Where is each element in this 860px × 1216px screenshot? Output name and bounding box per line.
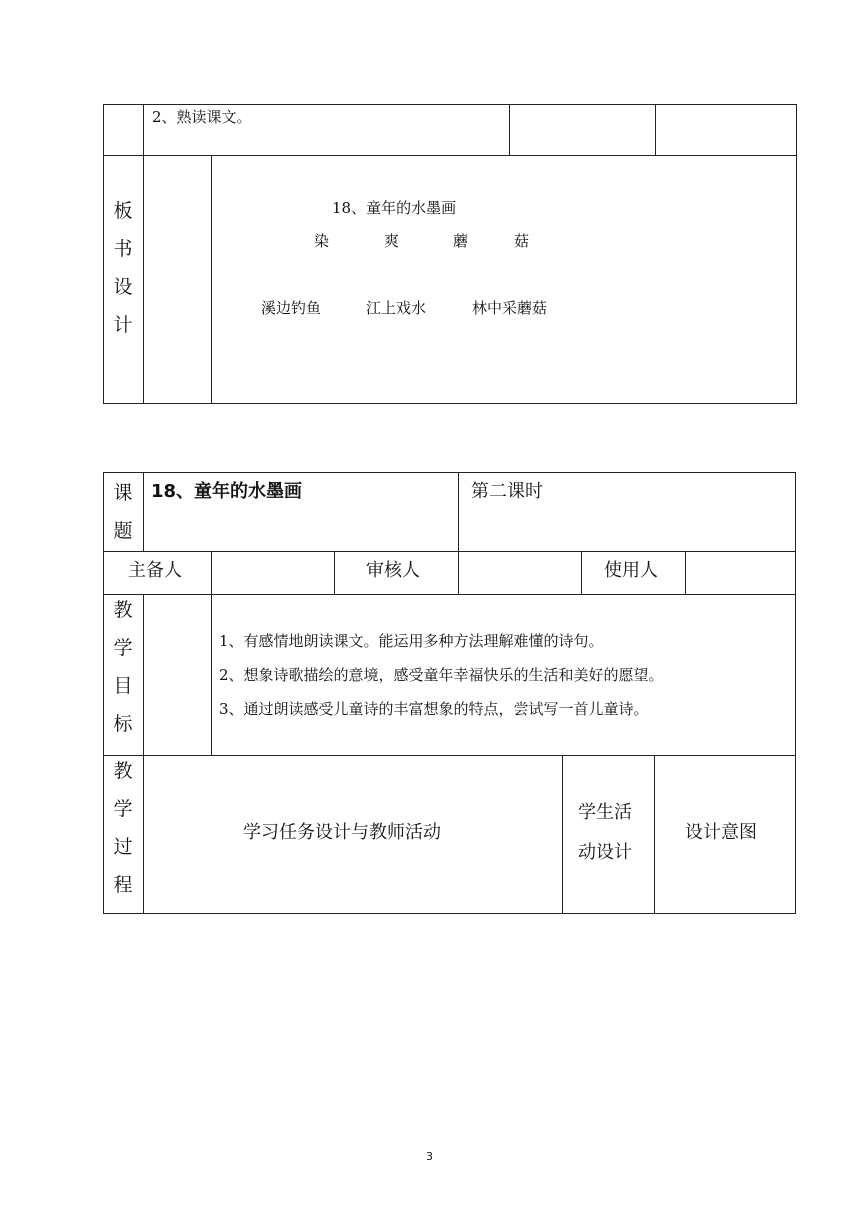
label-char: 标 (113, 713, 133, 735)
label-char: 题 (113, 520, 133, 542)
label-char: 教 (113, 599, 133, 621)
board-scene: 溪边钓鱼 (261, 299, 322, 317)
label-char: 设 (113, 276, 133, 298)
user-label: 使用人 (604, 560, 658, 581)
task-design-header: 学习任务设计与教师活动 (243, 822, 441, 843)
label-char: 目 (113, 675, 133, 697)
label-char: 计 (113, 314, 133, 336)
label-char: 学 (113, 798, 133, 820)
design-intent-header: 设计意图 (685, 822, 757, 843)
label-char: 板 (113, 200, 133, 222)
topic-label (103, 474, 143, 550)
review-item-2: 2、熟读课文。 (152, 108, 252, 126)
lesson-topic: 18、童年的水墨画 (151, 481, 303, 502)
board-word: 蘑 (453, 232, 469, 250)
board-word: 菇 (514, 232, 530, 250)
label-char: 教 (113, 760, 133, 782)
board-scene: 林中采蘑菇 (472, 299, 548, 317)
lesson-session: 第二课时 (471, 481, 543, 502)
preparer-label: 主备人 (128, 560, 182, 581)
label-char: 书 (113, 238, 133, 260)
page-number: 3 (426, 1150, 433, 1163)
goal-item: 2、想象诗歌描绘的意境，感受童年幸福快乐的生活和美好的愿望。 (219, 666, 664, 684)
label-char: 学 (113, 637, 133, 659)
label-char: 过 (113, 836, 133, 858)
process-label (103, 752, 143, 904)
label-char: 课 (113, 482, 133, 504)
reviewer-label: 审核人 (366, 560, 420, 581)
board-scene: 江上戏水 (366, 299, 427, 317)
student-activity-header-line: 学生活 (578, 802, 632, 823)
student-activity-header-line: 动设计 (578, 842, 632, 863)
label-char: 程 (113, 874, 133, 896)
goals-label (103, 591, 143, 743)
goal-item: 3、通过朗读感受儿童诗的丰富想象的特点，尝试写一首儿童诗。 (219, 700, 649, 718)
board-word: 爽 (384, 232, 400, 250)
board-design-label (103, 192, 143, 344)
board-word: 染 (314, 232, 330, 250)
goal-item: 1、有感情地朗读课文。能运用多种方法理解难懂的诗句。 (219, 632, 604, 650)
board-title: 18、童年的水墨画 (332, 199, 457, 217)
